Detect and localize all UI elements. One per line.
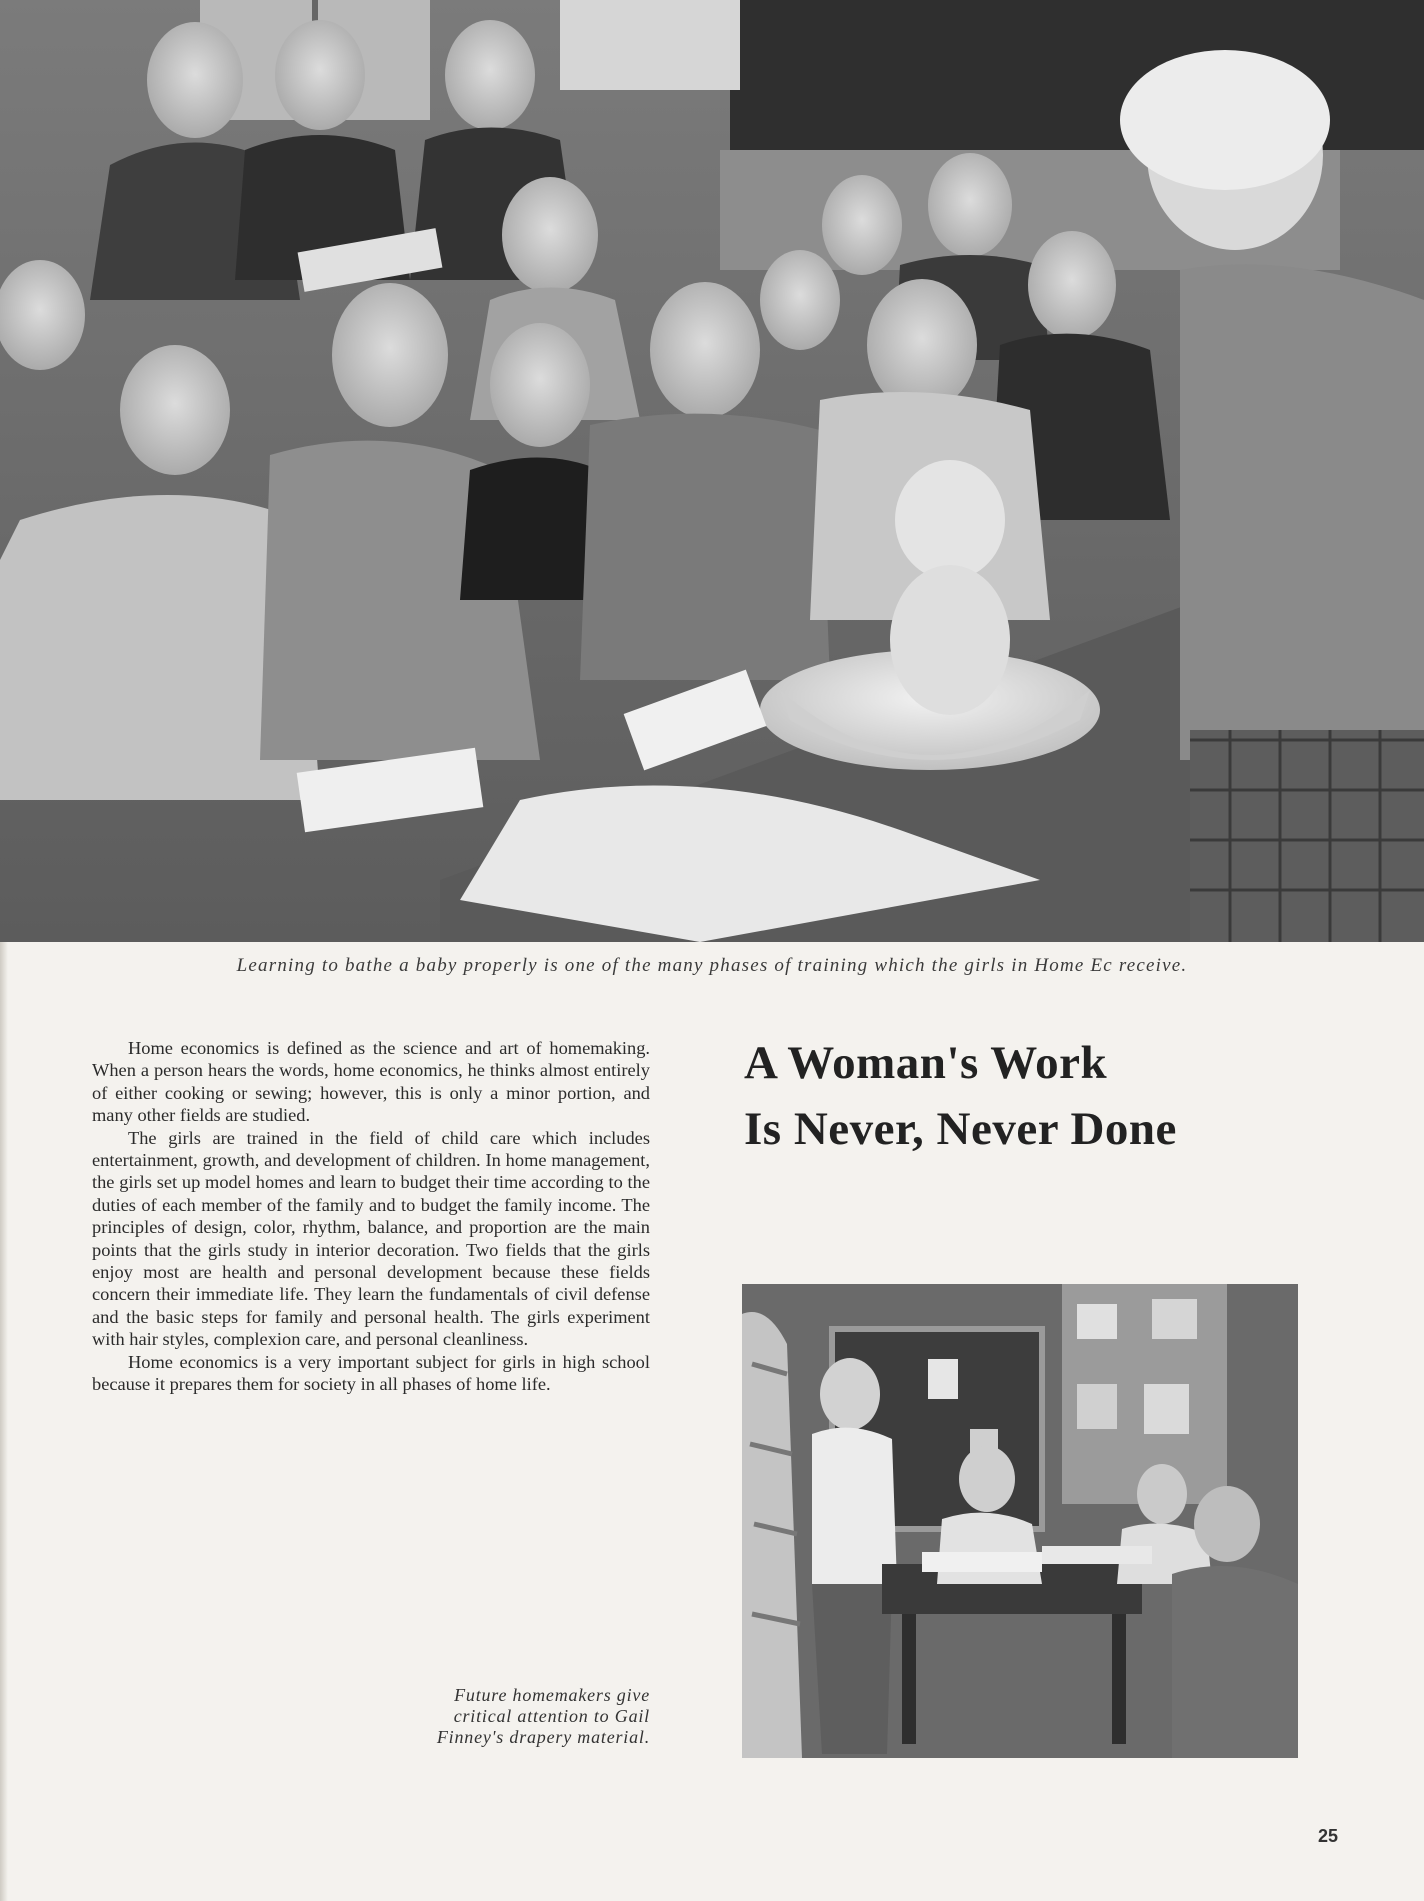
caption-line-2: critical attention to Gail [453,1706,650,1726]
page-number: 25 [1318,1826,1339,1846]
article-headline [744,1030,1384,1162]
headline-line-1: A Woman's Work [744,1037,1108,1089]
headline-line-2: Is Never, Never Done [744,1103,1177,1155]
classroom-photo [0,0,1424,942]
paragraph-1: Home economics is defined as the science and art of homemaking. When a person hears the words, home economics, he thinks almost entirely of either cooking or sewing; however, this is only a minor portion, and many other fields are studied. [92,1038,650,1126]
article-body [92,1037,650,1396]
paragraph-2: The girls are trained in the field of child care which includes entertainment, growth, and development of children. In home management, the girls set up model homes and learn to budget their time according to the duties of each member of the family and to budget the family income. The principles of design, color, rhythm, balance, and proportion are the main points that the girls study in interior decoration. Two fields that the girls enjoy most are health and personal development because these fields concern their immediate life. They learn the fundamentals of civil defense and the basic steps for family and personal health. The girls experiment with hair styles, complexion care, and personal cleanliness. [92,1127,650,1350]
homemakers-photo [742,1284,1298,1758]
classroom-photo-caption: Learning to bathe a baby properly is one of the many phases of training which the girls in Home Ec receive. [236,955,1188,976]
homemakers-photo-caption [380,1685,650,1748]
caption-line-3: Finney's drapery material. [436,1727,650,1747]
caption-line-1: Future homemakers give [454,1685,650,1705]
paragraph-3: Home economics is a very important subject for girls in high school because it prepares them for society in all phases of home life. [92,1351,650,1395]
